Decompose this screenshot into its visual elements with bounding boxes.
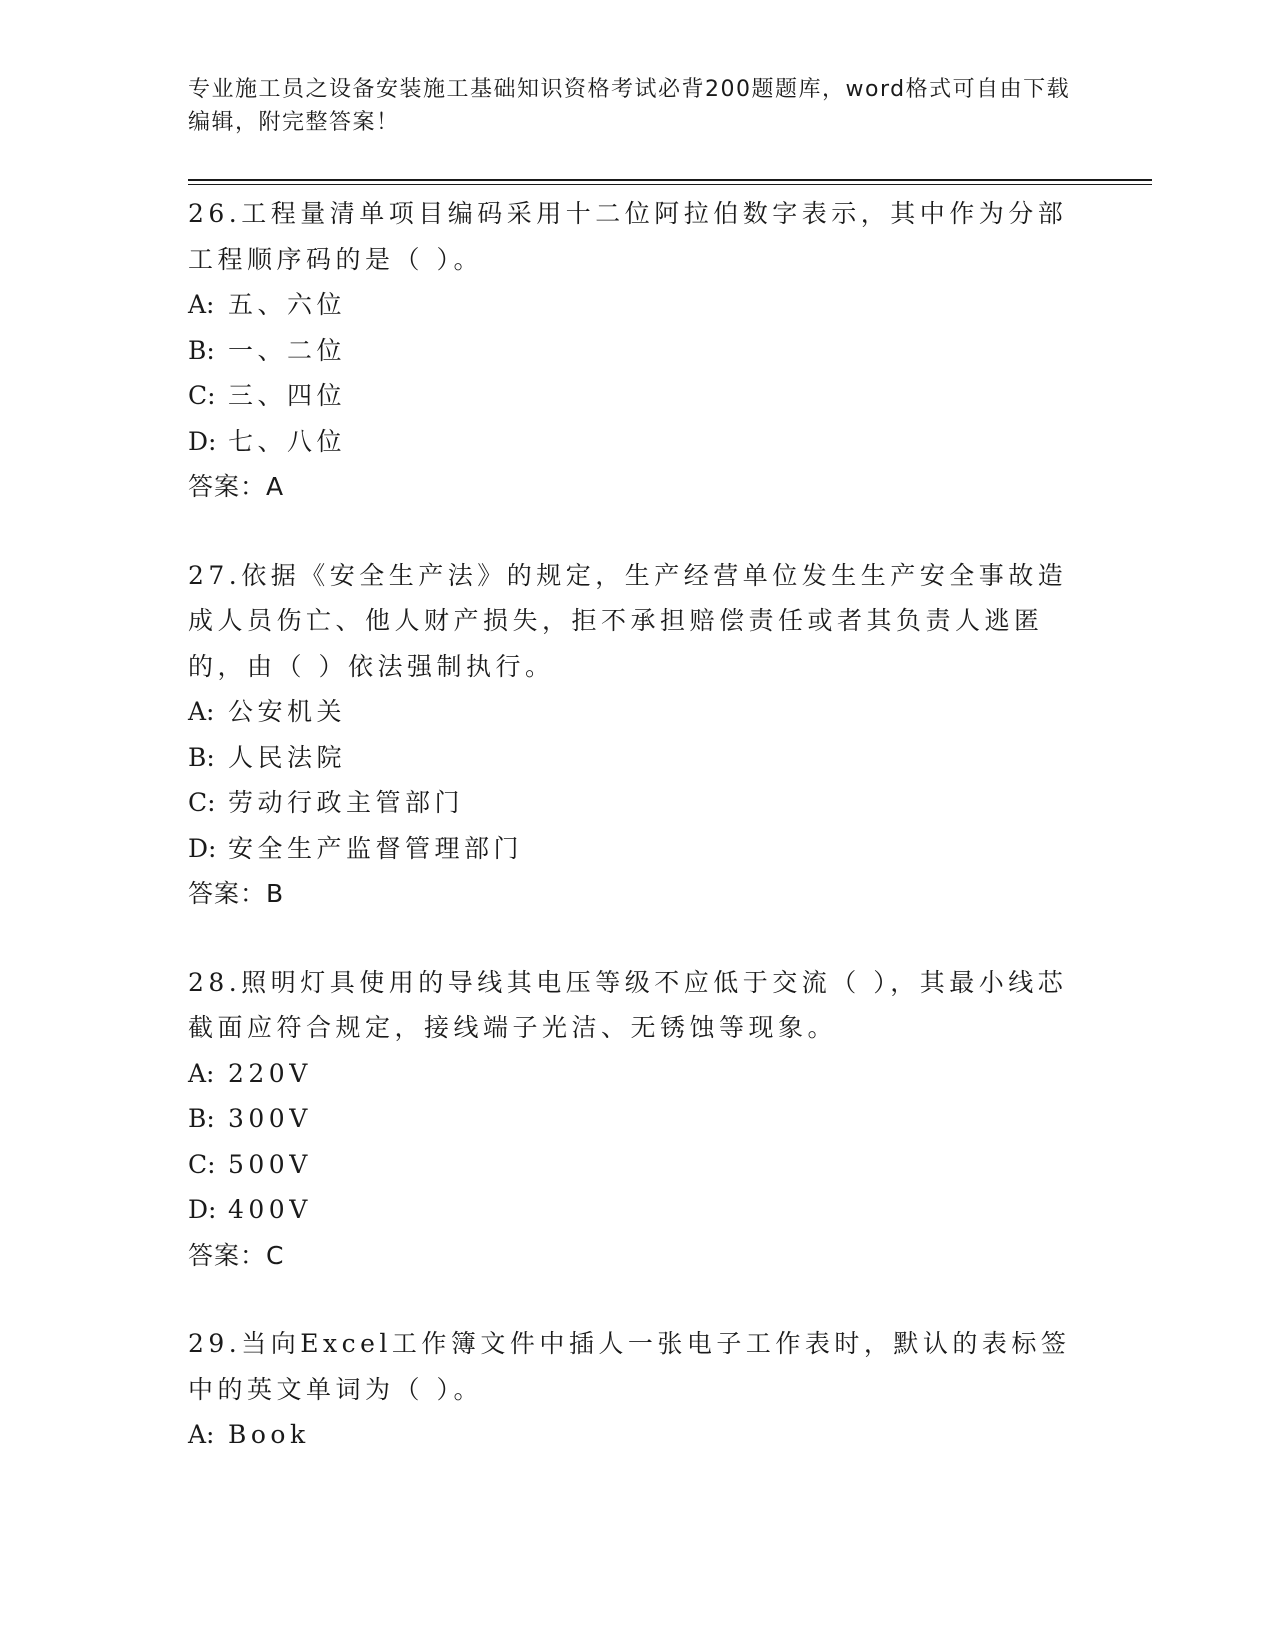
option-text: 400V (228, 1195, 312, 1224)
question-27 (188, 553, 1088, 917)
option-d (188, 826, 1088, 872)
option-letter: D: (188, 833, 217, 863)
option-text: 500V (228, 1149, 312, 1179)
option-c (188, 1142, 1088, 1188)
option-c (188, 373, 1088, 419)
option-text: 220V (228, 1058, 312, 1088)
question-26 (188, 191, 1088, 510)
answer-line: 答案：A (188, 472, 285, 501)
option-letter: A: (188, 697, 215, 726)
option-letter: C: (188, 788, 216, 817)
option-text: Book (228, 1420, 310, 1449)
option-letter: A: (188, 1058, 215, 1088)
option-text: 人民法院 (228, 742, 347, 772)
question-list (188, 191, 1088, 1501)
option-letter: A: (188, 1420, 215, 1449)
option-a (188, 689, 1088, 735)
option-a (188, 1051, 1088, 1097)
option-a (188, 1412, 1088, 1458)
option-letter: B: (188, 335, 215, 365)
option-letter: A: (188, 290, 215, 319)
option-d (188, 1187, 1088, 1233)
option-text: 劳动行政主管部门 (228, 788, 465, 817)
option-d (188, 419, 1088, 465)
question-stem: 29.当向Excel工作簿文件中插人一张电子工作表时，默认的表标签中的英文单词为（ ）。 (188, 1329, 1071, 1404)
header-divider-thin (188, 184, 1152, 185)
header-divider-thick (188, 179, 1152, 181)
question-stem: 26.工程量清单项目编码采用十二位阿拉伯数字表示，其中作为分部工程顺序码的是（ ）。 (188, 199, 1068, 274)
option-text: 五、六位 (228, 290, 347, 319)
question-28 (188, 960, 1088, 1279)
option-a (188, 282, 1088, 328)
option-text: 安全生产监督管理部门 (228, 833, 524, 863)
option-letter: C: (188, 381, 216, 410)
answer-line: 答案：B (188, 879, 285, 908)
option-text: 公安机关 (228, 697, 347, 726)
option-text: 三、四位 (228, 381, 347, 410)
option-letter: C: (188, 1149, 216, 1179)
answer-line: 答案：C (188, 1240, 285, 1270)
option-b (188, 1096, 1088, 1142)
option-c (188, 780, 1088, 826)
option-text: 七、八位 (228, 426, 347, 456)
option-b (188, 328, 1088, 374)
option-text: 一、二位 (228, 335, 347, 365)
question-stem: 28.照明灯具使用的导线其电压等级不应低于交流（ ），其最小线芯截面应符合规定，接线端子光洁、无锈蚀等现象。 (188, 967, 1068, 1042)
question-29 (188, 1321, 1088, 1458)
option-letter: D: (188, 1195, 217, 1224)
option-letter: B: (188, 1104, 215, 1133)
option-letter: B: (188, 742, 215, 772)
option-b (188, 735, 1088, 781)
document-intro: 专业施工员之设备安装施工基础知识资格考试必背200题题库，word格式可自由下载编辑，附完整答案！ (188, 77, 1071, 135)
option-text: 300V (228, 1104, 312, 1133)
option-letter: D: (188, 426, 217, 456)
question-stem: 27.依据《安全生产法》的规定，生产经营单位发生生产安全事故造成人员伤亡、他人财产损失，拒不承担赔偿责任或者其负责人逃匿的，由（ ）依法强制执行。 (188, 560, 1068, 681)
